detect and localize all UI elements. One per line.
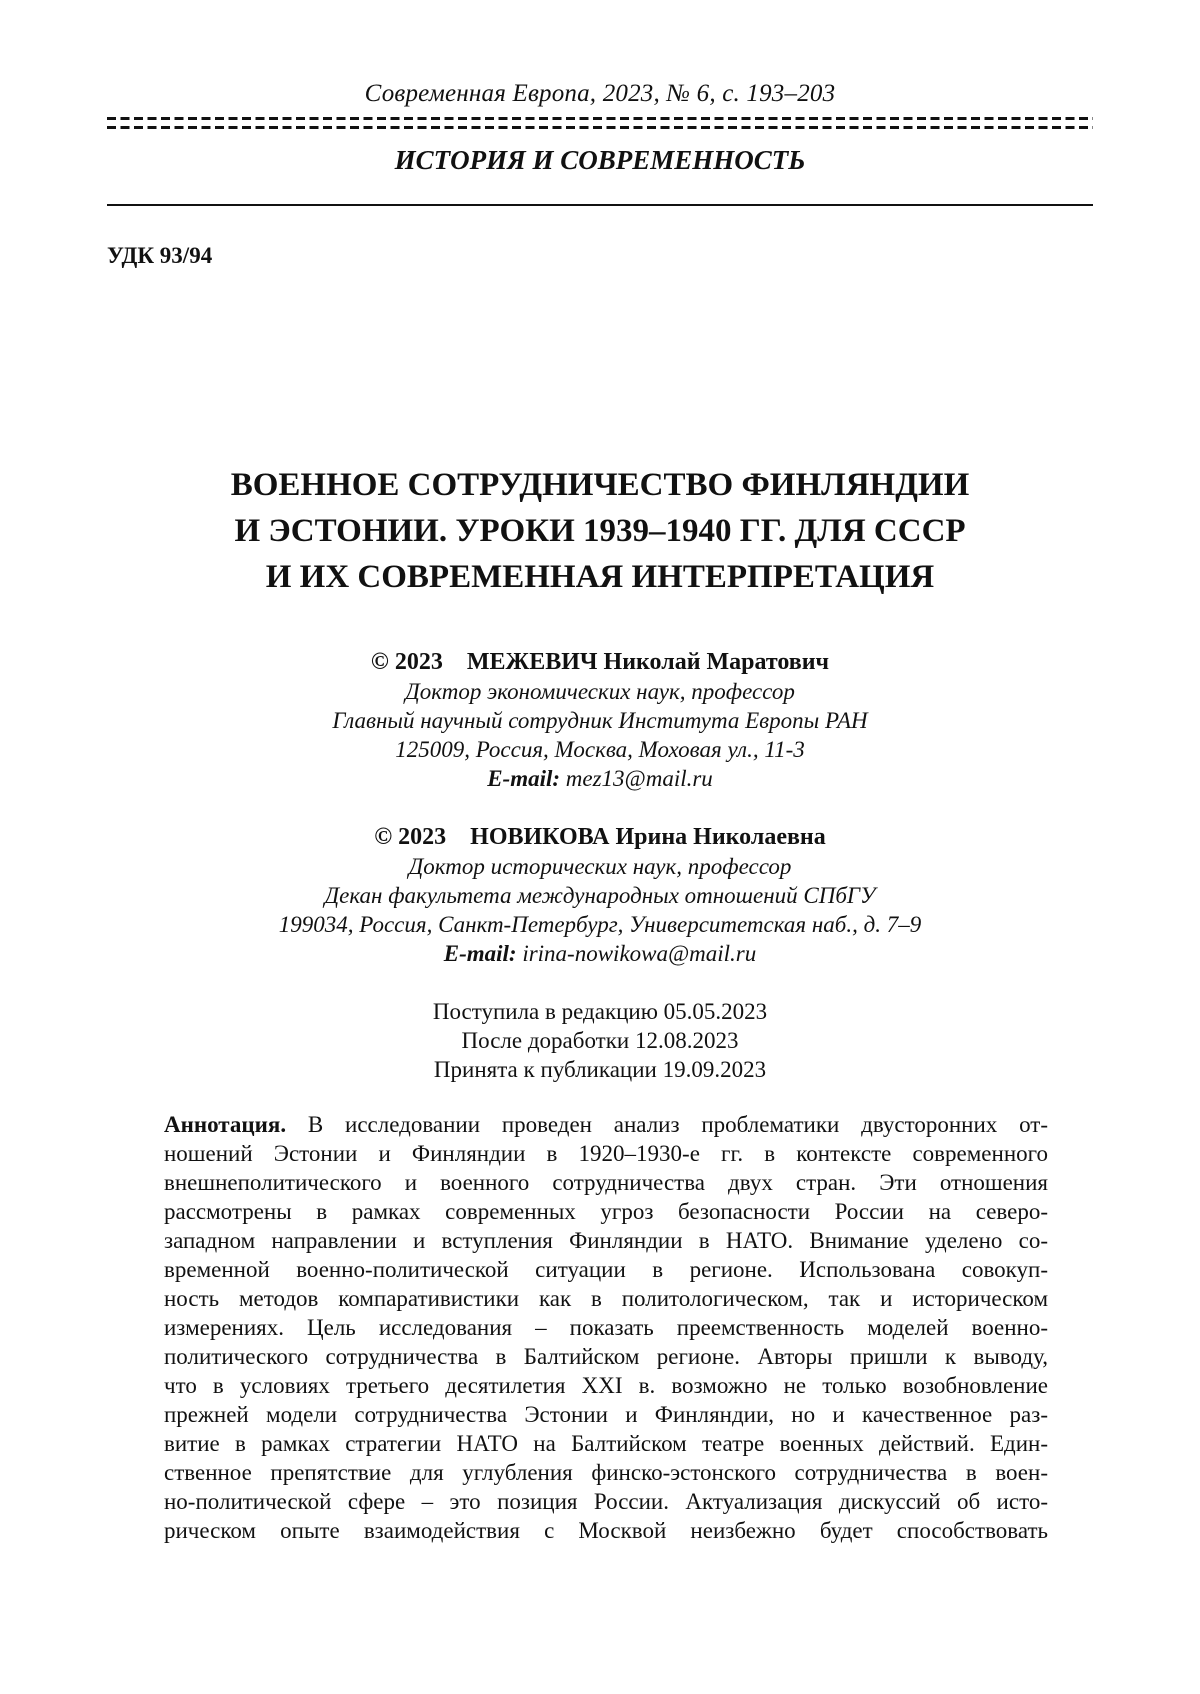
copyright-year: © 2023 xyxy=(374,824,447,850)
author-email-line xyxy=(0,764,1200,793)
abstract-line: измерениях. Цель исследования – показать преемственность моделей военно- xyxy=(164,1315,1048,1340)
author-name: НОВИКОВА Ирина Николаевна xyxy=(470,824,826,850)
abstract-line: политического сотрудничества в Балтийском регионе. Авторы пришли к выводу, xyxy=(164,1344,1048,1369)
abstract-line: что в условиях третьего десятилетия XXI в. возможно не только возобновление xyxy=(164,1373,1048,1398)
email-label: E-mail: xyxy=(443,941,517,966)
author-block xyxy=(0,823,1200,968)
author-name-line xyxy=(0,648,1200,677)
abstract-line: ственное препятствие для углубления финско-эстонского сотрудничества в воен- xyxy=(164,1460,1048,1485)
abstract-line: рическом опыте взаимодействия с Москвой неизбежно будет способствовать xyxy=(164,1518,1048,1543)
abstract-line: витие в рамках стратегии НАТО на Балтийском театре военных действий. Един- xyxy=(164,1431,1048,1456)
author-block xyxy=(0,648,1200,793)
author-degree: Доктор исторических наук, профессор xyxy=(408,854,792,879)
abstract-line xyxy=(164,1110,1048,1139)
date-received: Поступила в редакцию 05.05.2023 xyxy=(432,999,768,1024)
author-address: 125009, Россия, Москва, Моховая ул., 11-3 xyxy=(395,737,805,762)
author-name-line xyxy=(0,823,1200,852)
abstract-line: ношений Эстонии и Финляндии в 1920–1930-е гг. в контексте современного xyxy=(164,1141,1048,1166)
abstract-line: рассмотрены в рамках современных угроз безопасности России на северо- xyxy=(164,1199,1048,1224)
author-position: Главный научный сотрудник Института Европы РАН xyxy=(332,708,868,733)
section-divider xyxy=(107,204,1093,206)
abstract-line: ность методов компаративистики как в политологическом, так и историческом xyxy=(164,1286,1048,1311)
section-title: ИСТОРИЯ И СОВРЕМЕННОСТЬ xyxy=(394,145,806,175)
article-title xyxy=(0,462,1200,600)
author-email-line xyxy=(0,939,1200,968)
submission-dates xyxy=(0,997,1200,1084)
author-address: 199034, Россия, Санкт-Петербург, Университетская наб., д. 7–9 xyxy=(278,912,922,937)
date-accepted: Принята к публикации 19.09.2023 xyxy=(433,1057,767,1082)
abstract-text: В исследовании проведен анализ проблематики двусторонних от- xyxy=(307,1112,1049,1137)
abstract-label: Аннотация. xyxy=(164,1112,287,1137)
author-email[interactable]: mez13@mail.ru xyxy=(565,766,713,791)
email-label: E-mail: xyxy=(487,766,561,791)
abstract-line: но-политической сфере – это позиция России. Актуализация дискуссий об исто- xyxy=(164,1489,1048,1514)
author-degree: Доктор экономических наук, профессор xyxy=(405,679,795,704)
author-email[interactable]: irina-nowikowa@mail.ru xyxy=(522,941,757,966)
date-revised: После доработки 12.08.2023 xyxy=(461,1028,739,1053)
abstract-line: западном направлении и вступления Финляндии в НАТО. Внимание уделено со- xyxy=(164,1228,1048,1253)
copyright-year: © 2023 xyxy=(370,649,443,675)
abstract-line: временной военно-политической ситуации в регионе. Использована совокуп- xyxy=(164,1257,1048,1282)
double-divider xyxy=(107,117,1093,129)
abstract-line: внешнеполитического и военного сотрудничества двух стран. Эти отношения xyxy=(164,1170,1048,1195)
udk-code: УДК 93/94 xyxy=(107,243,213,268)
abstract xyxy=(164,1110,1048,1545)
author-name: МЕЖЕВИЧ Николай Маратович xyxy=(466,649,830,675)
article-title-line: И ЭСТОНИИ. УРОКИ 1939–1940 ГГ. ДЛЯ СССР xyxy=(234,513,966,549)
author-position: Декан факультета международных отношений СПбГУ xyxy=(324,883,876,908)
article-title-line: И ИХ СОВРЕМЕННАЯ ИНТЕРПРЕТАЦИЯ xyxy=(265,559,935,595)
journal-citation: Современная Европа, 2023, № 6, с. 193–203 xyxy=(364,80,836,107)
article-title-line: ВОЕННОЕ СОТРУДНИЧЕСТВО ФИНЛЯНДИИ xyxy=(230,467,970,503)
abstract-line: прежней модели сотрудничества Эстонии и Финляндии, но и качественное раз- xyxy=(164,1402,1048,1427)
